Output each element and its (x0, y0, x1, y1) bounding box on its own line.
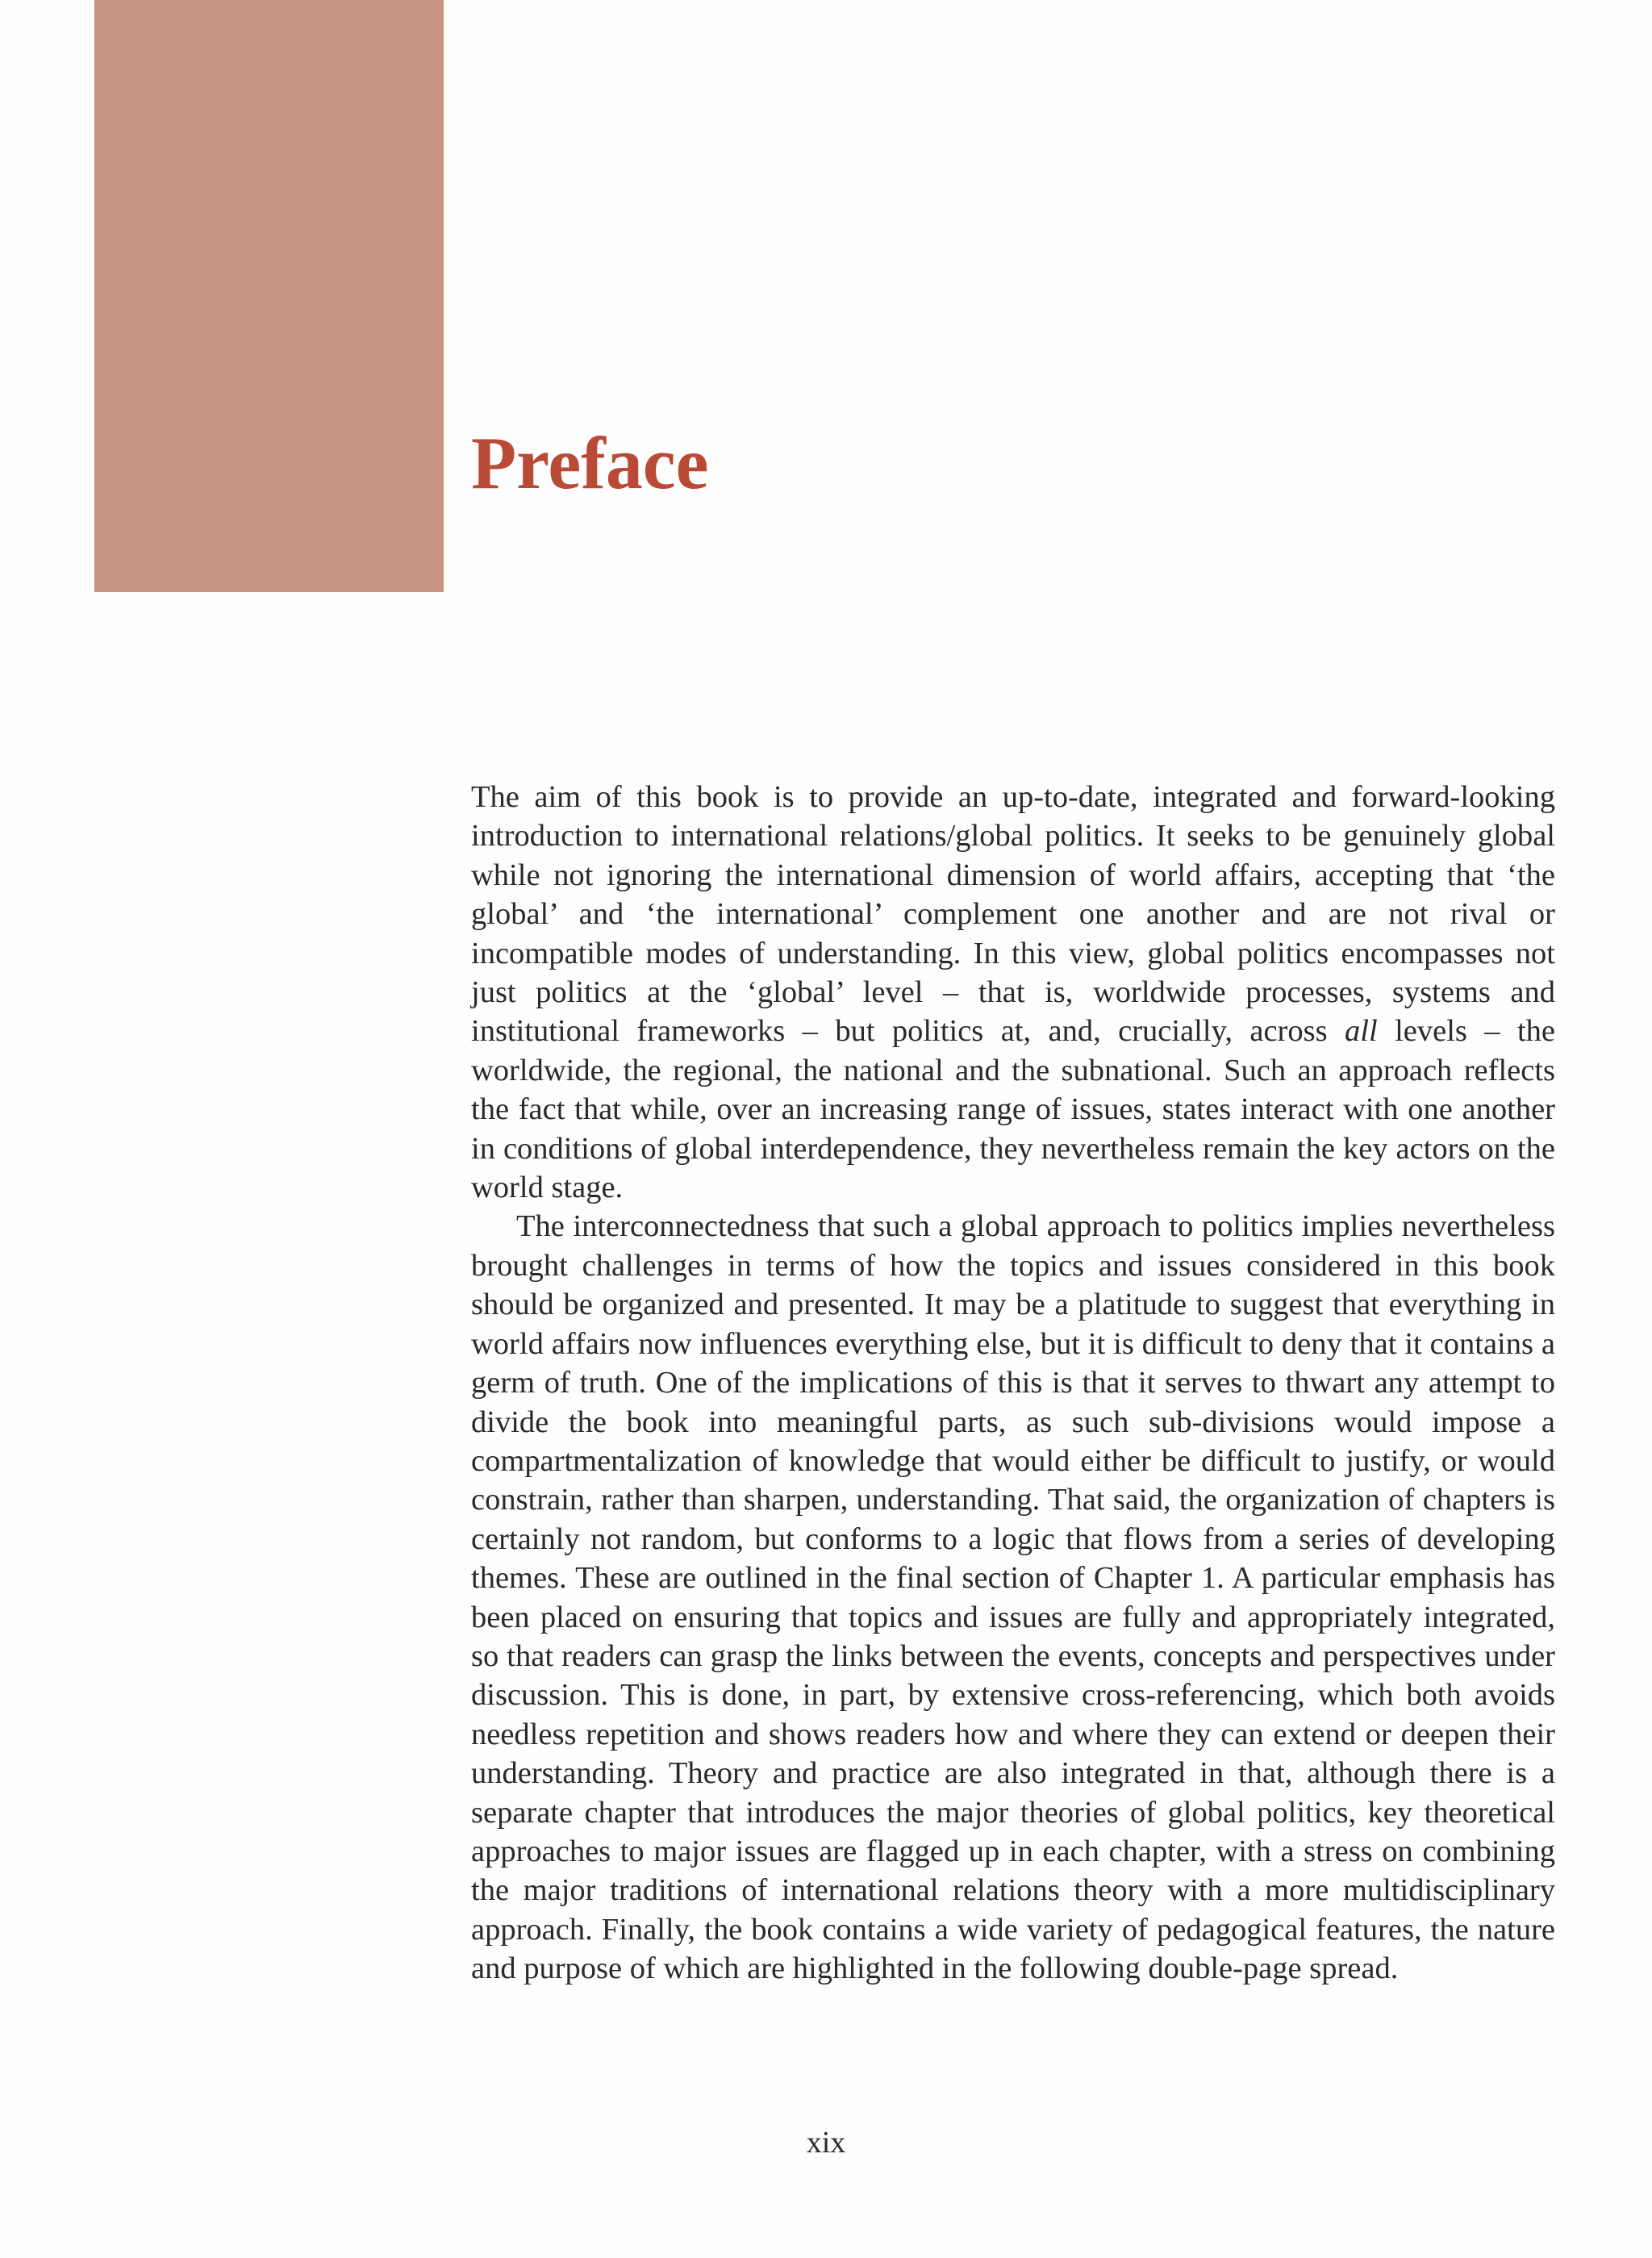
paragraph-1-text-end: levels – the worldwide, the regional, the national and the subnational. Such an approach reflects the fact that while, over an increasing range of issues, states interact with one another in conditions of global interdependence, they nevertheless remain the key actors on the world stage. (471, 1014, 1555, 1205)
paragraph-1-text-start: The aim of this book is to provide an up-to-date, integrated and forward-looking introduction to international relations/global politics. It seeks to be genuinely global while not ignoring the international dimension of world affairs, accepting that ‘the global’ and ‘the international’ complement one another and are not rival or incompatible modes of understanding. In this view, global politics encompasses not just politics at the ‘global’ level – that is, worldwide processes, systems and institutional frameworks – but politics at, and, crucially, across (471, 780, 1555, 1049)
page-number: xix (806, 2126, 846, 2160)
page-title: Preface (471, 422, 709, 504)
paragraph-2: The interconnectedness that such a global approach to politics implies nevertheless brought challenges in terms of how the topics and issues considered in this book should be organized and presented. It may be a platitude to suggest that everything in world affairs now influences everything else, but it is difficult to deny that it contains a germ of truth. One of the implications of this is that it serves to thwart any attempt to divide the book into meaningful parts, as such sub-divisions would impose a compartmentalization of knowledge that would either be difficult to justify, or would constrain, rather than sharpen, understanding. That said, the organization of chapters is certainly not random, but conforms to a logic that flows from a series of developing themes. These are outlined in the final section of Chapter 1. A particular emphasis has been placed on ensuring that topics and issues are fully and appropriately integrated, so that readers can grasp the links between the events, concepts and perspectives under discussion. This is done, in part, by extensive cross-referencing, which both avoids needless repetition and shows readers how and where they can extend or deepen their understanding. Theory and practice are also integrated in that, although there is a separate chapter that introduces the major theories of global politics, key theoretical approaches to major issues are flagged up in each chapter, with a stress on combining the major traditions of international relations theory with a more multidisciplinary approach. Finally, the book contains a wide variety of pedagogical features, the nature and purpose of which are highlighted in the following double-page spread. (471, 1209, 1555, 1986)
decorative-color-block (94, 0, 444, 592)
preface-body (471, 778, 1555, 1989)
paragraph-1 (471, 778, 1555, 1207)
paragraph-1-emphasis: all (1345, 1014, 1378, 1049)
